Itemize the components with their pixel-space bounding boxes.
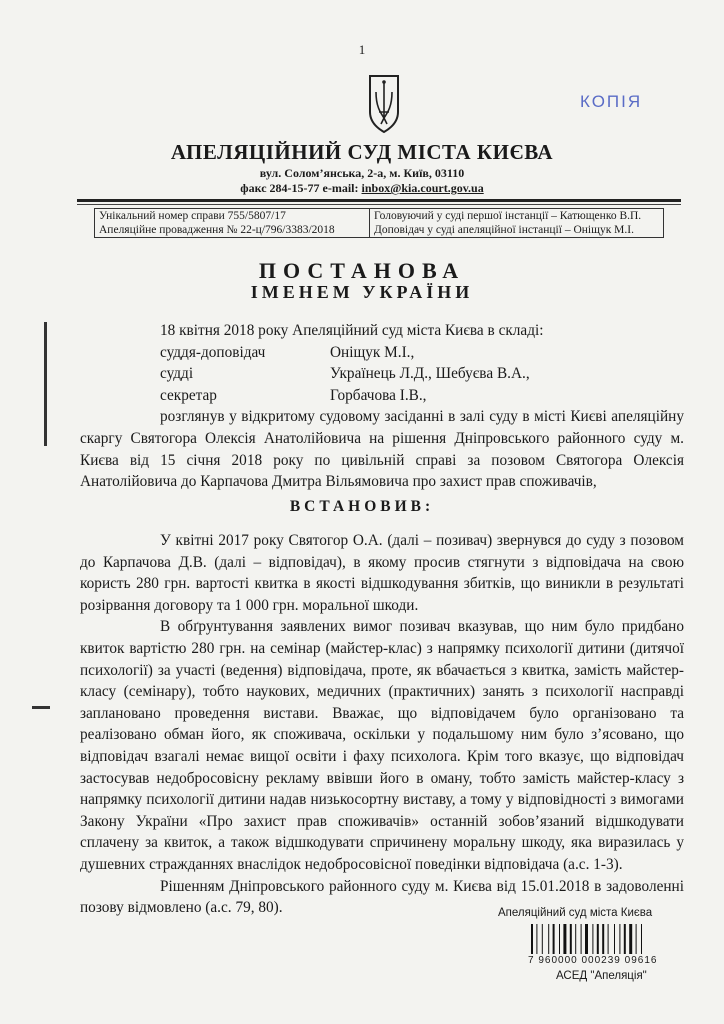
composition-intro: 18 квітня 2018 року Апеляційний суд міста Києва в складі:	[160, 322, 544, 339]
copy-stamp: КОПІЯ	[580, 92, 643, 111]
document-body	[80, 530, 684, 919]
body-paragraph: В обґрунтування заявлених вимог позивач вказував, що ним було придбано квиток вартістю 280 грн. на семінар (майстер-клас) з напрямку психології дитини (дитячої психології) за участі (ведення) відповідача, проте, як вбачається з квитка, замість майстер-класу (семінару), тобто наукових, медичних (практичних) занять з психології насправді заплановано проведення вистави. Вважає, що відповідачем було організовано та реалізовано обман його, як споживача, оскільки у подальшому ним було з’ясовано, що відповідач взагалі немає вищої освіти і фаху психолога. Крім того вказує, що відповідач застосував недобросовісну рекламу ввівши його в оману, тобто замість майстер-класу з напрямку психології дитини надав низькосортну виставу, а тому у відповідності з вимогами Закону України «Про захист прав споживачів» останній зобов’язаний відшкодувати сплачену за квиток, а також відшкодувати спричинену моральну шкоду, яка виразилась у душевних стражданнях внаслідок недобросовісної поведінки відповідача (а.с. 1-3).	[80, 618, 684, 873]
appeal-proceeding-number: Апеляційне провадження № 22-ц/796/3383/2018	[99, 224, 335, 236]
court-composition	[80, 320, 684, 493]
document-subtitle: ІМЕНЕМ УКРАЇНИ	[250, 282, 474, 302]
composition-row	[80, 342, 684, 364]
system-label: АСЕД "Апеляція"	[556, 970, 647, 982]
header-divider-thick	[77, 199, 681, 202]
document-title: ПОСТАНОВА	[258, 258, 466, 283]
barcode	[530, 924, 680, 954]
court-contacts	[0, 181, 724, 196]
footer-court-label: Апеляційний суд міста Києва	[498, 907, 653, 919]
rapporteur-judge: Доповідач у суді апеляційної інстанції – Оніщук М.І.	[374, 224, 634, 236]
coat-of-arms-icon	[367, 72, 401, 134]
composition-role: секретар	[160, 386, 217, 404]
composition-role: суддя-доповідач	[160, 343, 266, 361]
court-address-block	[0, 166, 724, 196]
case-numbers	[95, 209, 370, 237]
court-address: вул. Солом’янська, 2-а, м. Київ, 03110	[259, 166, 465, 180]
court-name: АПЕЛЯЦІЙНИЙ СУД МІСТА КИЄВА	[170, 140, 554, 164]
margin-mark	[44, 322, 47, 446]
barcode-number: 7 960000 000239 09616	[528, 955, 658, 966]
margin-mark	[32, 706, 50, 709]
unique-case-number: Унікальний номер справи 755/5807/17	[99, 210, 286, 222]
header-divider-thin	[77, 204, 681, 205]
composition-row	[80, 385, 684, 407]
composition-row	[80, 363, 684, 385]
composition-names: Оніщук М.І.,	[330, 343, 415, 361]
body-paragraph: У квітні 2017 року Святогор О.А. (далі – позивач) звернувся до суду з позовом до Карпачова Д.В. (далі – відповідач), в якому просив стягнути з відповідача на свою користь 280 грн. вартості квитка в якості відшкодування збитків, що виникли в результаті розірвання договору та 1 000 грн. моральної шкоди.	[80, 532, 684, 614]
case-judges	[370, 209, 663, 237]
body-paragraph: Рішенням Дніпровського районного суду м. Києва від 15.01.2018 в задоволенні позову відмовлено (а.с. 79, 80).	[80, 877, 684, 917]
composition-names: Горбачова І.В.,	[330, 386, 427, 404]
court-fax: факс 284-15-77 e-mail:	[240, 181, 362, 195]
section-heading: ВСТАНОВИВ:	[289, 498, 435, 515]
court-email: inbox@kia.court.gov.ua	[361, 181, 484, 195]
composition-role: судді	[160, 365, 194, 383]
page-number: 1	[358, 42, 366, 57]
composition-names: Українець Л.Д., Шебуєва В.А.,	[330, 365, 530, 383]
case-info-box	[94, 208, 664, 238]
first-instance-judge: Головуючий у суді першої інстанції – Катющенко В.П.	[374, 210, 642, 222]
considering-paragraph: розглянув у відкритому судовому засіданні в залі суду в місті Києві апеляційну скаргу Святогора Олексія Анатолійовича на рішення Дніпровського районного суду м. Києва від 15 січня 2018 року по цивільній справі за позовом Святогора Олексія Анатолійовича до Карпачова Дмитра Вільямовича про захист прав споживачів,	[80, 408, 684, 491]
